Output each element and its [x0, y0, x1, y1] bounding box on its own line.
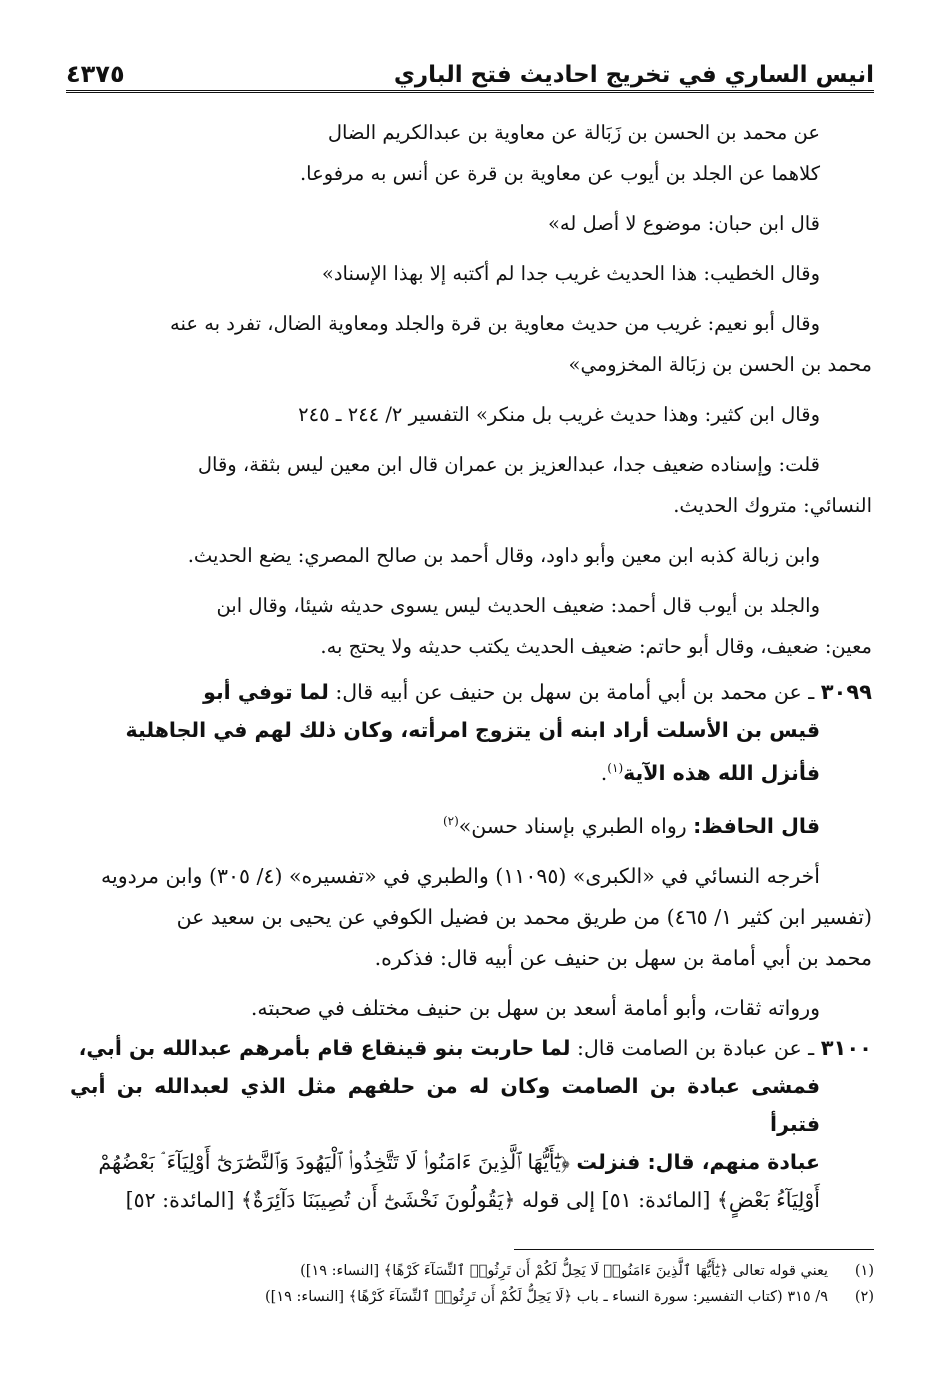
paragraph: وقال أبو نعيم: غريب من حديث معاوية بن قرة والجلد ومعاوية الضال، تفرد به عنه: [170, 312, 820, 335]
paragraph: ورواته ثقات، وأبو أمامة أسعد بن سهل بن حنيف مختلف في صحبته.: [250, 995, 820, 1020]
quran-verse: ﴿يَقُولُونَ نَخْشَىٰٓ أَن تُصِيبَنَا دَآئِرَةٌ﴾: [240, 1187, 516, 1212]
quran-verse: أَوْلِيَآءُ بَعْضٍ﴾: [716, 1187, 820, 1212]
hadith-3099: [70, 673, 872, 1029]
hadith-matn-end: فأنزل الله هذه الآية$^{(١)}$.: [600, 760, 820, 785]
paragraph: قال ابن حبان: موضوع لا أصل له»: [547, 212, 820, 235]
hadith-intro: ـ عن عبادة بن الصامت قال:: [570, 1035, 821, 1060]
footnote: [150, 1284, 874, 1310]
hadith-matn: فأنزل الله هذه الآية: [623, 760, 820, 785]
paragraph: وابن زبالة كذبه ابن معين وأبو داود، وقال أحمد بن صالح المصري: يضع الحديث.: [187, 544, 820, 567]
header-divider: [66, 90, 874, 93]
hafiz-text: رواه الطبري بإسناد حسن»: [458, 813, 694, 838]
paragraph: كلاهما عن الجلد بن أيوب عن معاوية بن قرة عن أنس به مرفوعا.: [299, 162, 820, 185]
page-number: ٤٣٧٥: [66, 60, 125, 88]
footnotes: [150, 1258, 874, 1310]
paragraph: محمد بن الحسن بن زبَالة المخزومي»: [568, 353, 872, 376]
quran-verse: ﴿يَٰٓأَيُّهَا ٱلَّذِينَ ءَامَنُوا۟ لَا تَتَّخِذُوا۟ ٱلْيَهُودَ وَٱلنَّصَٰرَىٰٓ أَوْلِيَآءَ ۘ بَعْضُهُمْ: [98, 1149, 577, 1174]
paragraph: والجلد بن أيوب قال أحمد: ضعيف الحديث ليس يسوى حديثه شيئا، وقال ابن: [216, 594, 820, 617]
verse-reference: [المائدة: ٥٢]: [125, 1187, 241, 1212]
hadith-number: ٣٠٩٩: [820, 680, 872, 704]
hadith-first-line: [70, 1029, 872, 1067]
footnote: [150, 1258, 874, 1284]
footnote-number: (٢): [854, 1289, 874, 1305]
hadith-matn: فمشى عبادة بن الصامت وكان له من حلفهم مثل الذي لعبدالله بن أبي فتبرأ: [70, 1073, 820, 1136]
hafiz-label: قال الحافظ:: [693, 813, 820, 838]
paragraph: (تفسير ابن كثير ١/ ٤٦٥) من طريق محمد بن فضيل الكوفي عن يحيى بن سعيد عن: [176, 904, 872, 929]
hadith-matn-quran: [70, 1143, 872, 1181]
footnote-divider: [514, 1249, 874, 1250]
footnote-number: (١): [854, 1263, 874, 1279]
verse-reference: [المائدة: ٥١] إلى قوله: [515, 1187, 717, 1212]
paragraph: أخرجه النسائي في «الكبرى» (١١٠٩٥) والطبري في «تفسيره» (٤/ ٣٠٥) وابن مردويه: [101, 863, 820, 888]
hadith-matn: قيس بن الأسلت أراد ابنه أن يتزوج امرأته، وكان ذلك لهم في الجاهلية: [125, 718, 820, 742]
running-header: [66, 46, 874, 88]
hadith-number: ٣١٠٠: [820, 1035, 872, 1060]
footnote-marker[interactable]: (٢): [442, 813, 459, 828]
paragraph: محمد بن أبي أمامة بن سهل بن حنيف عن أبيه قال: فذكره.: [374, 945, 872, 970]
hadith-matn: لما حاربت بنو قينقاع قام بأمرهم عبدالله بن أبي،: [78, 1035, 571, 1060]
paragraph: معين: ضعيف، وقال أبو حاتم: ضعيف الحديث يكتب حديثه ولا يحتج به.: [320, 635, 872, 658]
paragraph: عن محمد بن الحسن بن زَبَالة عن معاوية بن عبدالكريم الضال: [327, 121, 820, 144]
paragraph: قلت: وإسناده ضعيف جدا، عبدالعزيز بن عمران قال ابن معين ليس بثقة، وقال: [197, 453, 820, 476]
hadith-matn: عبادة منهم، قال: فنزلت: [576, 1149, 820, 1174]
hadith-intro: ـ عن محمد بن أبي أمامة بن سهل بن حنيف عن أبيه قال:: [328, 680, 821, 704]
hadith-3100: [70, 1029, 872, 1219]
hafiz-statement: [70, 801, 872, 847]
footnote-marker[interactable]: (١): [607, 761, 624, 775]
paragraph: النسائي: متروك الحديث.: [673, 494, 872, 517]
footnote-text: ٩/ ٣١٥ (كتاب التفسير: سورة النساء ـ باب ﴿لَا يَحِلُّ لَكُمْ أَن تَرِثُوا۟ ٱلنِّسَآءَ كَرْهًا﴾ [النساء: ١٩]): [265, 1289, 828, 1305]
paragraph: وقال ابن كثير: وهذا حديث غريب بل منكر» التفسير ٢/ ٢٤٤ ـ ٢٤٥: [298, 403, 820, 426]
book-title: انيس الساري في تخريج احاديث فتح الباري: [393, 62, 874, 88]
paragraph: وقال الخطيب: هذا الحديث غريب جدا لم أكتبه إلا بهذا الإسناد»: [321, 262, 820, 285]
hadith-matn: لما توفي أبو: [203, 680, 329, 704]
page-body: [70, 112, 872, 1219]
hadith-matn-quran: [70, 1181, 872, 1219]
hadith-first-line: [70, 673, 872, 711]
footnote-text: يعني قوله تعالى ﴿يَٰٓأَيُّهَا ٱلَّذِينَ ءَامَنُوا۟ لَا يَحِلُّ لَكُمْ أَن تَرِثُوا۟ ٱلنِّسَآءَ كَرْهًا﴾ [النساء: ١٩]): [300, 1263, 828, 1279]
